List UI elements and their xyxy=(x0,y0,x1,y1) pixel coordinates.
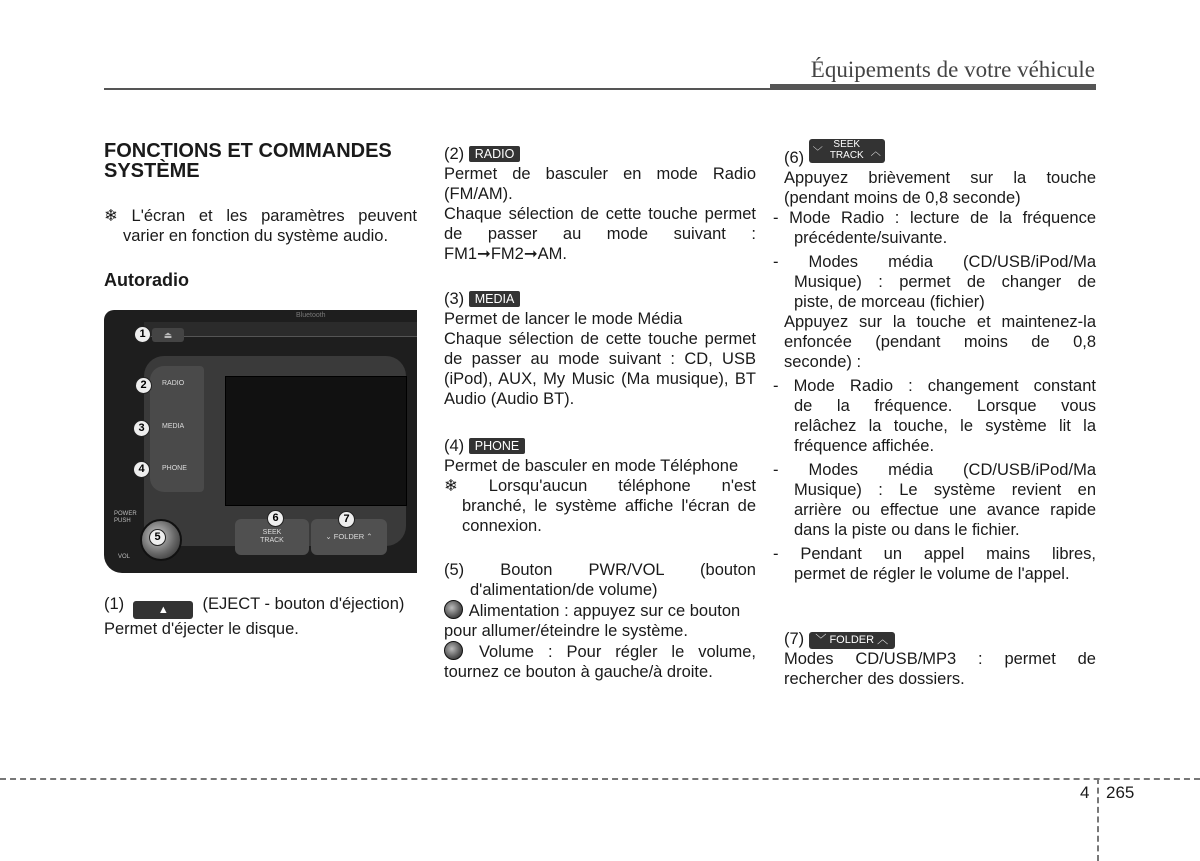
item-7: (7) ﹀ FOLDER ︿ Modes CD/USB/MP3 : permet de rechercher des dossiers. xyxy=(784,630,1096,688)
folder-button[interactable]: ⌄ FOLDER ⌃ xyxy=(311,519,387,555)
callout-5: 5 xyxy=(149,529,166,546)
callout-4: 4 xyxy=(133,461,150,478)
seek-track-button[interactable]: SEEK TRACK xyxy=(235,519,309,555)
display-screen xyxy=(225,376,407,506)
eject-icon: ▲ xyxy=(133,601,193,619)
item-3: (3) MEDIA Permet de lancer le mode Média Chaque sélection de cette touche permet de passer au mode suivant : CD, USB (iPod), AUX, My Music (Ma musique), BT Audio (Audio BT). xyxy=(444,290,756,408)
running-header: Équipements de votre véhicule xyxy=(810,57,1095,82)
chevron-up-icon: ︿ xyxy=(870,147,881,158)
snowflake-icon: ❄ xyxy=(444,477,458,495)
callout-7: 7 xyxy=(338,511,355,528)
item-4: (4) PHONE Permet de basculer en mode Téléphone ❄ Lorsqu'aucun téléphone n'est branché, le système affiche l'écran de connexion. xyxy=(444,437,756,535)
power-knob-icon xyxy=(444,600,463,619)
media-button[interactable]: MEDIA xyxy=(162,423,185,430)
note: ❄ L'écran et les paramètres peuvent varier en fonction du système audio. xyxy=(104,207,417,245)
phone-button[interactable]: PHONE xyxy=(162,465,187,472)
folder-icon: ﹀ FOLDER ︿ xyxy=(809,632,895,649)
power-label: POWER PUSH xyxy=(114,511,137,524)
item-6: (6) ﹀ SEEK TRACK ︿ Appuyez brièvement sur la touche (pendant moins de 0,8 seconde) - Mode Radio : lecture de la fréquence précédente/suivante. - Modes média (CD/USB/iPod/Ma Musique) : permet de changer de piste, de morceau (fichier) Appuyez sur la touche et maintenez-la enfoncée (pendant moins de 0,8 seconde) : - Mode Radio : changement constant de la fréquence. Lorsque vous relâchez la touche, le système lit la fréquence affichée. - Modes média (CD/USB/iPod/Ma Musique) : Le système revient en arrière ou effectue une avance rapide dans la piste ou dans le fichier. - Pendant un appel mains libres, permet de régler le volume de l'appel. xyxy=(773,139,1096,583)
media-badge: MEDIA xyxy=(469,291,521,307)
section-heading: FONCTIONS ET COMMANDES SYSTÈME xyxy=(104,140,392,182)
volume-knob-icon xyxy=(444,641,463,660)
item-1: (1) ▲ (EJECT - bouton d'éjection) Permet d'éjecter le disque. xyxy=(104,595,405,638)
callout-3: 3 xyxy=(133,420,150,437)
cd-slot xyxy=(144,322,417,337)
bluetooth-label: Bluetooth xyxy=(296,312,326,319)
callout-6: 6 xyxy=(267,510,284,527)
radio-button[interactable]: RADIO xyxy=(162,380,185,387)
vol-label: VOL xyxy=(118,554,131,560)
snowflake-icon: ❄ xyxy=(104,207,118,225)
radio-badge: RADIO xyxy=(469,146,521,162)
seek-track-icon: ﹀ SEEK TRACK ︿ xyxy=(809,139,885,163)
item-2: (2) RADIO Permet de basculer en mode Radio (FM/AM). Chaque sélection de cette touche permet de passer au mode suivant : FM1➞FM2➞AM. xyxy=(444,145,756,263)
footer-rule xyxy=(0,778,1200,780)
callout-1: 1 xyxy=(134,326,151,343)
chapter-number: 4 xyxy=(1080,783,1090,802)
header-rule xyxy=(104,88,770,90)
item-5: (5) Bouton PWR/VOL (bouton d'alimentation/de volume) Alimentation : appuyez sur ce bouton pour allumer/éteindre le système. Volume : Pour régler le volume, tournez ce bouton à gauche/à droite. xyxy=(444,561,756,681)
header-rule-thick xyxy=(770,84,1096,90)
eject-button[interactable]: ⏏ xyxy=(152,328,184,342)
chevron-down-icon: ﹀ xyxy=(812,147,823,158)
phone-badge: PHONE xyxy=(469,438,525,454)
page-number: 265 xyxy=(1106,783,1135,802)
subheading: Autoradio xyxy=(104,270,189,290)
car-radio-image xyxy=(104,310,417,573)
callout-2: 2 xyxy=(135,377,152,394)
footer-divider xyxy=(1097,778,1099,861)
